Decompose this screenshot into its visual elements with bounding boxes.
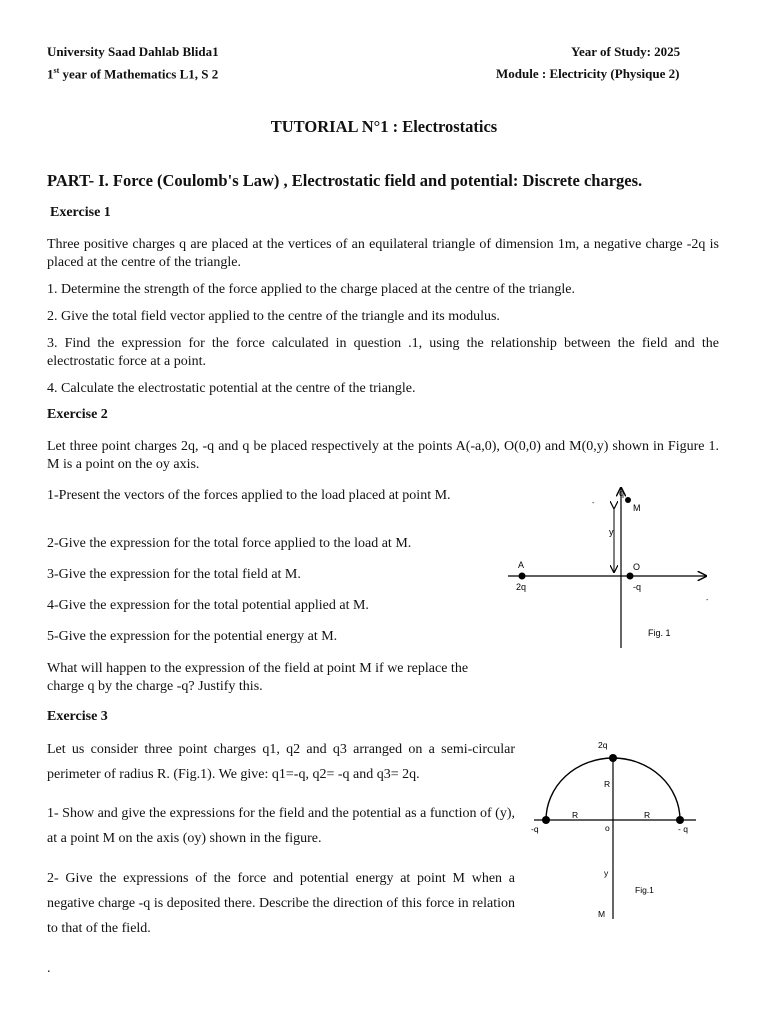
exercise3-intro: Let us consider three point charges q1, q2 and q3 arranged on a semi-circular perimeter of radius R. (Fig.1). We give: q1=-q, q2= -q and q3= 2q.	[47, 742, 515, 782]
fig2-label-R-left: R	[572, 810, 579, 820]
footer-dot: .	[47, 961, 51, 976]
exercise2-heading: Exercise 2	[47, 407, 108, 422]
exercise1-question-2: 2. Give the total field vector applied to the centre of the triangle and its modulus.	[47, 309, 500, 324]
charge-O-dot	[627, 573, 634, 580]
part-title: PART- I. Force (Coulomb's Law) , Electrostatic field and potential: Discrete charges.	[47, 171, 643, 190]
exercise1-intro: Three positive charges q are placed at the vertices of an equilateral triangle of dimension 1m, a negative charge -2q is placed at the centre of the triangle.	[47, 237, 719, 270]
fig1-label-q: q	[619, 488, 625, 498]
fig1-label-O: O	[633, 562, 641, 572]
fig2-label-R-vertical: R	[604, 779, 611, 789]
exercise3-heading: Exercise 3	[47, 709, 108, 724]
charge-A-dot	[519, 573, 526, 580]
charge-right-dot	[676, 816, 684, 824]
module-name: Module : Electricity (Physique 2)	[496, 66, 680, 81]
program-line	[47, 66, 218, 82]
fig2-label-2q: 2q	[598, 740, 608, 750]
exercise2-question-1: 1-Present the vectors of the forces applied to the load placed at point M.	[47, 488, 451, 503]
fig2-label-R-right: R	[644, 810, 651, 820]
exercise2-question-6: What will happen to the expression of the field at point M if we replace the charge q by the charge -q? Justify this.	[47, 661, 469, 694]
fig1-label-minus-q: -q	[633, 582, 642, 592]
fig1-label-M: M	[633, 503, 641, 513]
figure-1-diagram	[500, 480, 715, 660]
exercise2-intro: Let three point charges 2q, -q and q be placed respectively at the points A(-a,0), O(0,0) and M(0,y) shown in Figure 1. M is a point on the oy axis.	[47, 439, 719, 472]
exercise1-question-1: 1. Determine the strength of the force applied to the charge placed at the centre of the triangle.	[47, 282, 576, 297]
exercise3-question-1: 1- Show and give the expressions for the field and the potential as a function of (y), at a point M on the axis (oy) shown in the figure.	[47, 806, 515, 846]
university-name: University Saad Dahlab Blida1	[47, 44, 219, 59]
fig1-label-2q: 2q	[516, 582, 527, 592]
exercise2-question-5: 5-Give the expression for the potential energy at M.	[47, 629, 338, 644]
program-text: year of Mathematics L1, S 2	[59, 66, 219, 82]
charge-top-dot	[609, 754, 617, 762]
exercise1-heading: Exercise 1	[50, 205, 111, 220]
exercise2-question-2: 2-Give the expression for the total force applied to the load at M.	[47, 536, 412, 551]
program-number: 1	[47, 66, 54, 82]
fig2-label-o: o	[605, 823, 610, 833]
figure-2-diagram	[526, 733, 704, 923]
exercise1-question-4: 4. Calculate the electrostatic potential at the centre of the triangle.	[47, 381, 416, 396]
charge-left-dot	[542, 816, 550, 824]
fig2-label-M: M	[598, 909, 606, 919]
exercise3-question-2: 2- Give the expressions of the force and potential energy at point M when a negative charge -q is deposited there. Describe the direction of this force in relation to that of the field.	[47, 871, 515, 936]
fig2-caption: Fig.1	[635, 885, 654, 895]
fig2-label-minus-q-right: - q	[678, 824, 688, 834]
fig1-label-A: A	[518, 560, 525, 570]
fig2-label-y: y	[604, 868, 609, 878]
exercise2-question-4: 4-Give the expression for the total potential applied at M.	[47, 598, 369, 613]
year-of-study: Year of Study: 2025	[571, 44, 681, 59]
program-sup: st	[53, 66, 60, 75]
fig1-dot-1: -	[592, 500, 595, 507]
page-title: TUTORIAL N°1 : Electrostatics	[270, 117, 498, 136]
exercise1-question-3: 3. Find the expression for the force calculated in question .1, using the relationship between the field and the electrostatic force at a point.	[47, 336, 719, 369]
fig1-caption: Fig. 1	[648, 628, 671, 638]
fig1-dot-2: -	[706, 597, 709, 604]
exercise2-question-3: 3-Give the expression for the total field at M.	[47, 567, 301, 582]
charge-M-dot	[625, 497, 631, 503]
fig1-label-y: y	[609, 527, 614, 537]
fig2-label-minus-q-left: -q	[531, 824, 539, 834]
